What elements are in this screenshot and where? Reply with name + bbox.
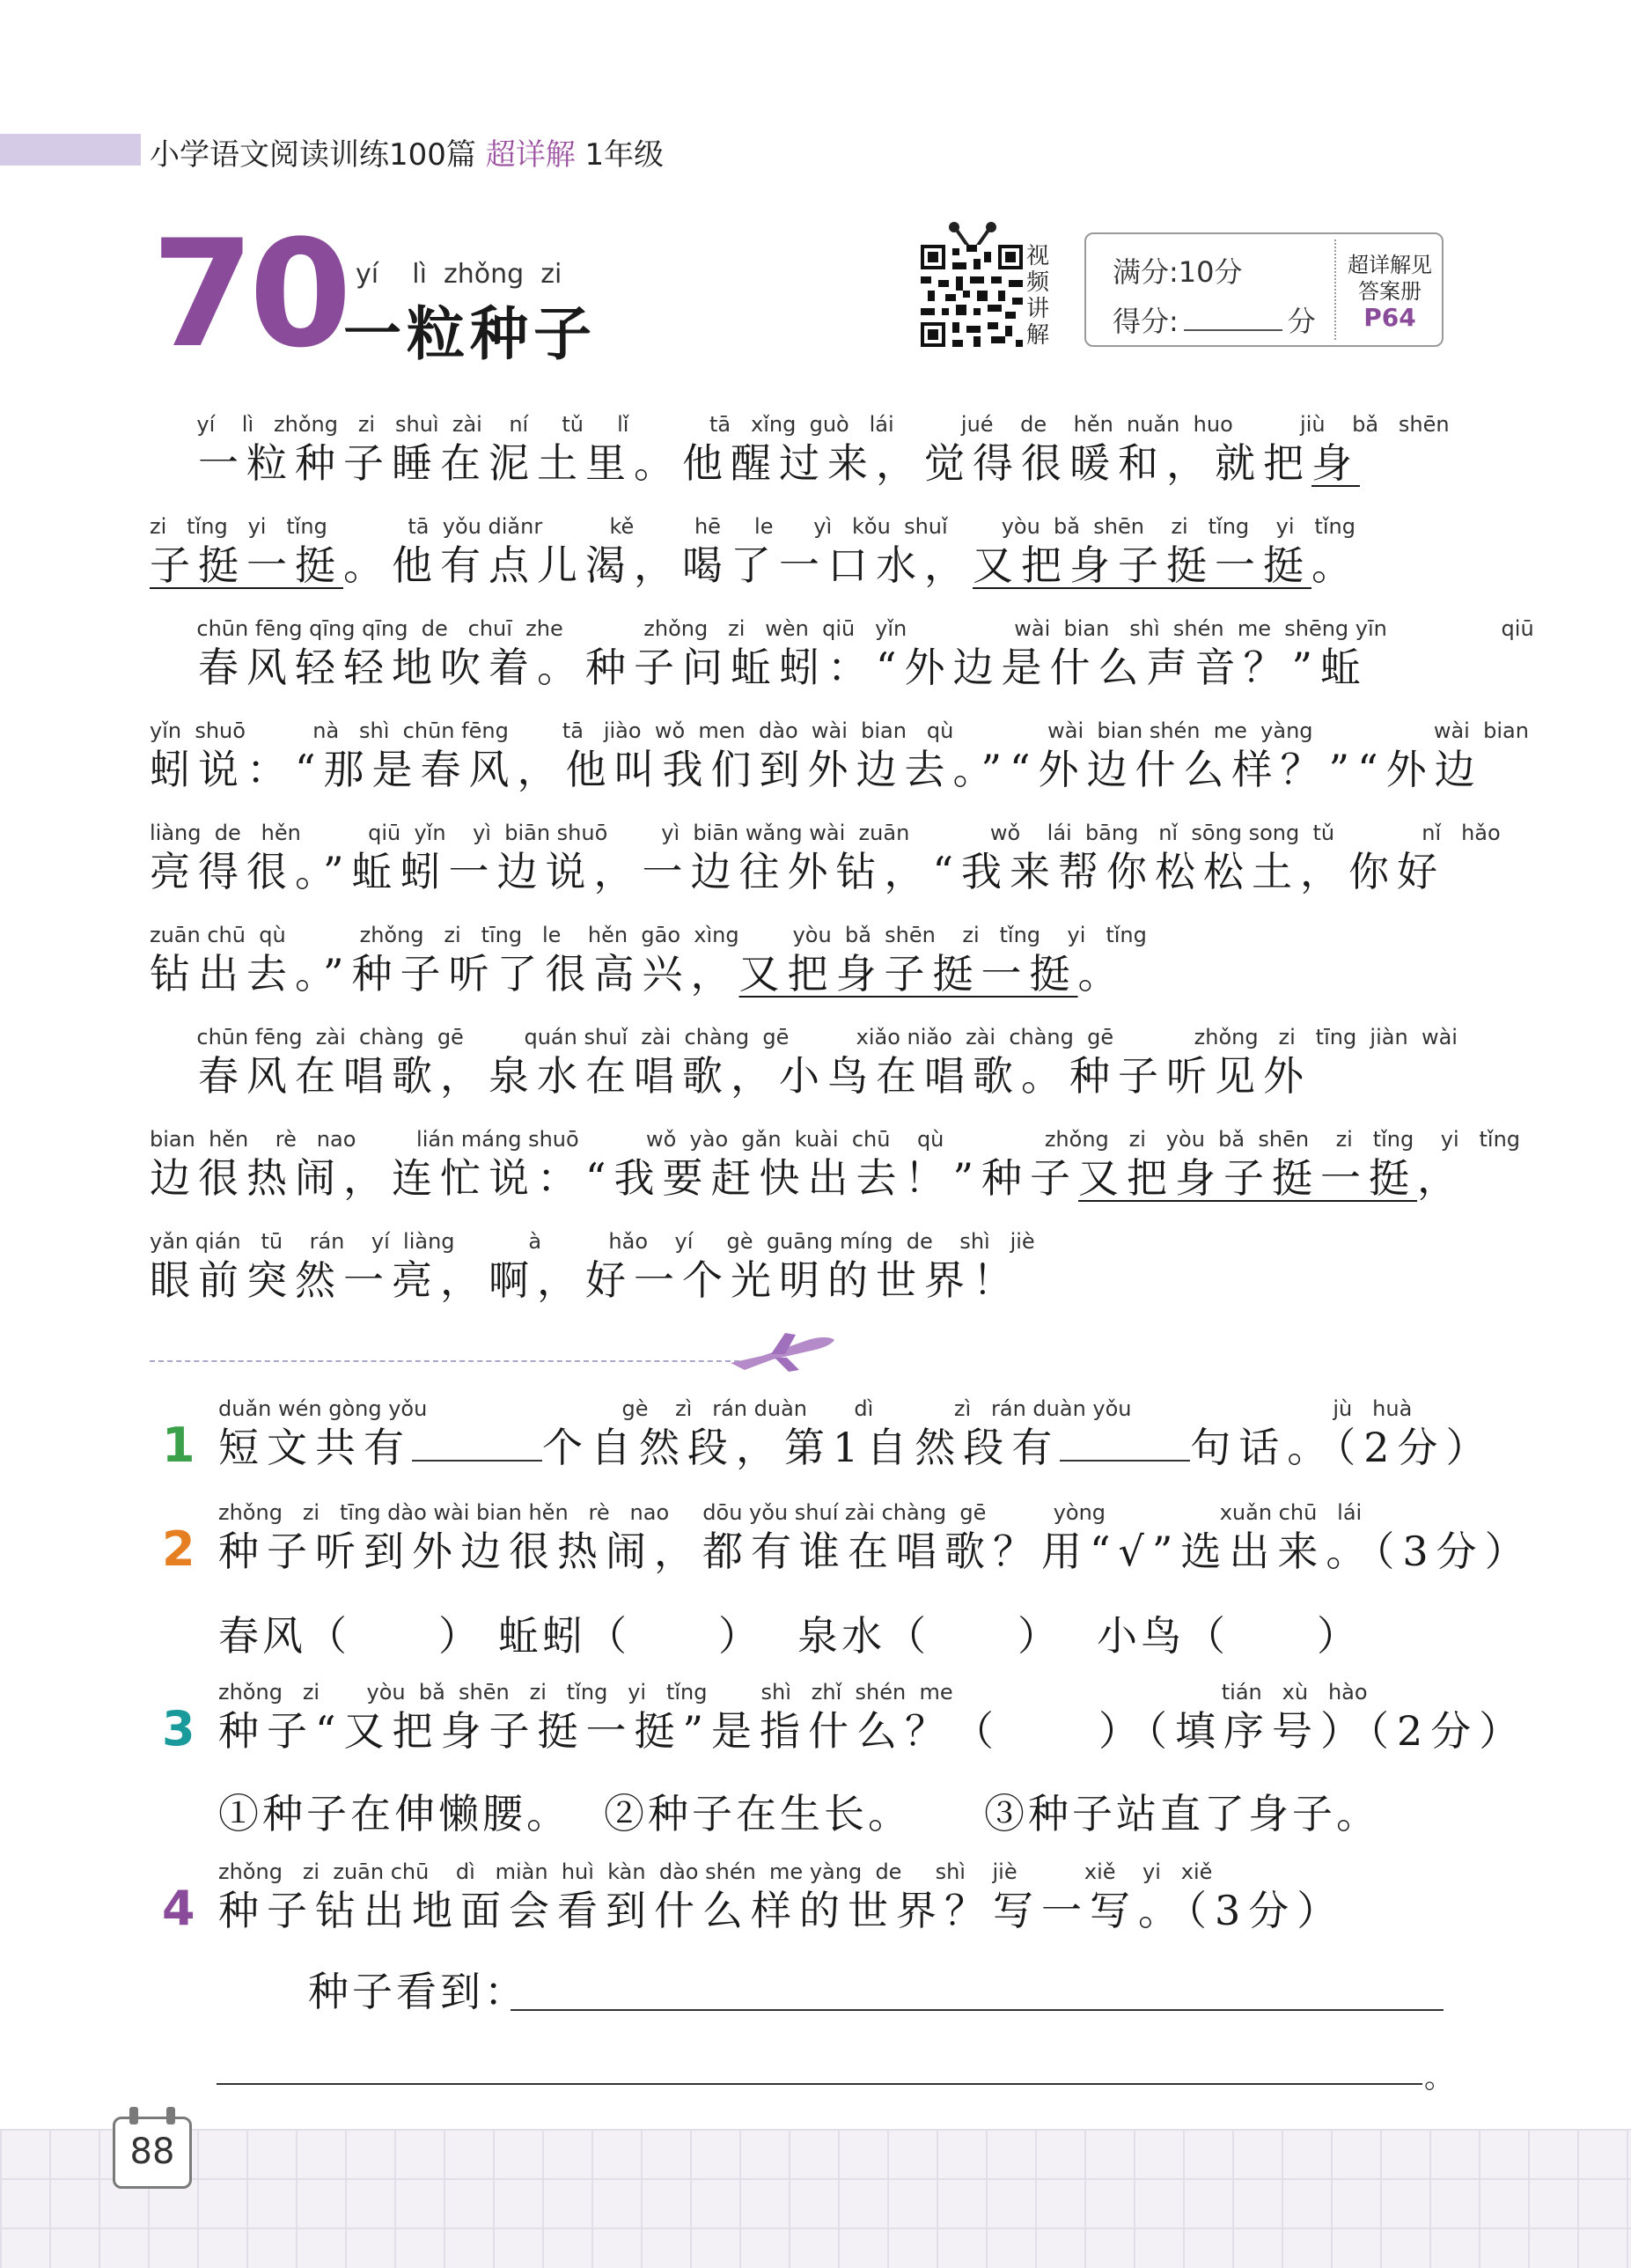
option-chunfeng[interactable]: 春风（ ） [218, 1612, 482, 1660]
text-segment: 。 [1311, 541, 1360, 589]
score-divider [1334, 239, 1336, 340]
hanzi-row [150, 541, 1444, 590]
hanzi-row: 春风轻轻地吹着。种子问蚯蚓：“外边是什么声音？”蚯 [150, 644, 1370, 691]
text-segment: 短文共有 [218, 1424, 412, 1471]
paragraph-count-blank[interactable] [412, 1425, 542, 1462]
answer-line-1[interactable] [511, 2009, 1444, 2011]
option-3[interactable]: ③种子站直了身子。 [984, 1790, 1380, 1837]
underlined-segment: 又把身子挺一挺 [738, 950, 1078, 998]
sentence-count-blank[interactable] [1060, 1425, 1190, 1462]
edition-label: 超详解 [485, 137, 576, 173]
qr-code-icon[interactable] [921, 245, 1023, 347]
answer-ref-page: P64 [1363, 303, 1416, 332]
pinyin-row: yǐn shuō nà shì chūn fēng tā jiào wǒ men dào wài bian qù wài bian shén me yàng wài bian [150, 718, 1529, 743]
text-segment: 句话。（2分） [1190, 1424, 1495, 1471]
underlined-segment: 又把身子挺一挺 [1078, 1154, 1418, 1202]
score-got-row [1113, 299, 1316, 340]
option-1[interactable]: ①种子在伸懒腰。 [218, 1790, 570, 1837]
hanzi-row: 种子钻出地面会看到什么样的世界？写一写。（3分） [218, 1887, 1346, 1934]
hanzi-row [150, 1153, 1466, 1203]
score-got-label: 得分: [1113, 305, 1179, 338]
score-box [1084, 232, 1444, 347]
score-blank[interactable] [1184, 329, 1282, 331]
pinyin-row: liàng de hěn qiū yǐn yì biān shuō yì biān wǎng wài zuān wǒ lái bāng nǐ sōng song tǔ nǐ hǎo [150, 821, 1501, 845]
period-mark: 。 [1424, 2060, 1454, 2095]
passage-line-9 [150, 1227, 1444, 1305]
text-segment: ， [1417, 1154, 1466, 1202]
underlined-segment: 又把身子挺一挺 [973, 541, 1311, 589]
calendar-icon [113, 2117, 192, 2189]
passage-line-1 [150, 410, 1450, 488]
question-3-options [218, 1782, 1380, 1840]
score-unit: 分 [1287, 305, 1316, 338]
text-segment: 。 [1077, 950, 1127, 998]
answer-reference [1341, 252, 1438, 331]
pinyin-row: zhǒng zi zuān chū dì miàn huì kàn dào shén me yàng de shì jiè xiě yi xiě [218, 1859, 1213, 1884]
pinyin-row: zi tǐng yi tǐng tā yǒu diǎnr kě hē le yì kǒu shuǐ yòu bǎ shēn zi tǐng yi tǐng [150, 514, 1355, 539]
hanzi-row [150, 438, 1444, 488]
text-segment: 边很热闹，连忙说：“我要赶快出去！”种子 [150, 1154, 1079, 1202]
footer-grid [0, 2129, 1631, 2268]
hanzi-row: 蚓说：“那是春风，他叫我们到外边去。”“外边什么样？”“外边 [150, 746, 1483, 793]
hanzi-row [150, 949, 1444, 998]
hanzi-row: 亮得很。”蚯蚓一边说，一边往外钻，“我来帮你松松土，你好 [150, 848, 1446, 895]
book-header [150, 130, 664, 173]
passage-line-7 [150, 1023, 1458, 1101]
question-4 [218, 1858, 1451, 1935]
underlined-segment: 子挺一挺 [150, 541, 343, 589]
question-number-1: 1 [162, 1418, 195, 1473]
passage-line-3 [150, 615, 1534, 692]
question-number-4: 4 [162, 1881, 195, 1936]
pinyin-row: zhǒng zi tīng dào wài bian hěn rè nao dōu yǒu shuí zài chàng gē yòng xuǎn chū lái [218, 1500, 1363, 1525]
hanzi-row [218, 1423, 1495, 1472]
pinyin-row: zuān chū qù zhǒng zi tīng le hěn gāo xìng yòu bǎ shēn zi tǐng yi tǐng [150, 923, 1147, 947]
lesson-title: 一粒种子 [343, 300, 597, 368]
answer-line-2[interactable] [217, 2083, 1422, 2085]
hanzi-row: 种子听到外边很热闹，都有谁在唱歌？用“√”选出来。（3分） [218, 1528, 1533, 1575]
text-segment: 一粒种子睡在泥土里。他醒过来，觉得很暖和，就把 [150, 439, 1311, 487]
pinyin-row: yǎn qián tū rán yí liàng à hǎo yí gè guāng míng de shì jiè [150, 1229, 1035, 1254]
question-3 [218, 1678, 1528, 1756]
text-segment: 个自然段，第1自然段有 [542, 1424, 1061, 1471]
pinyin-row: duǎn wén gòng yǒu gè zì rán duàn dì zì rán duàn yǒu jù huà [218, 1396, 1413, 1421]
pinyin-row: zhǒng zi yòu bǎ shēn zi tǐng yi tǐng shì zhǐ shén me tián xù hào [218, 1680, 1368, 1705]
pinyin-row: chūn fēng qīng qīng de chuī zhe zhǒng zi wèn qiū yǐn wài bian shì shén me shēng yīn qiū [150, 616, 1534, 641]
question-number-2: 2 [162, 1521, 195, 1577]
passage-line-5 [150, 819, 1501, 896]
book-title: 小学语文阅读训练100篇 [150, 137, 476, 173]
text-segment: 。他有点儿渴，喝了一口水， [343, 541, 973, 589]
header-band [0, 134, 141, 166]
underlined-segment: 身 [1311, 439, 1360, 487]
lesson-number: 70 [151, 208, 347, 380]
question-2 [218, 1498, 1533, 1576]
airplane-icon [727, 1328, 838, 1373]
passage-line-6 [150, 921, 1444, 998]
pinyin-row: bian hěn rè nao lián máng shuō wǒ yào gǎn kuài chū qù zhǒng zi yòu bǎ shēn zi tǐng yi tǐng [150, 1127, 1521, 1152]
passage-line-2 [150, 512, 1444, 590]
option-xiaoniao[interactable]: 小鸟（ ） [1097, 1612, 1361, 1660]
pinyin-row: yí lì zhǒng zi shuì zài ní tǔ lǐ tā xǐng guò lái jué de hěn nuǎn huo jiù bǎ shēn [150, 412, 1450, 437]
hanzi-row: 种子“又把身子挺一挺”是指什么？（ ）（填序号）（2分） [218, 1707, 1528, 1755]
option-qiuyin[interactable]: 蚯蚓（ ） [498, 1612, 762, 1660]
question-1 [218, 1395, 1495, 1472]
passage-line-8 [150, 1125, 1521, 1203]
hanzi-row: 眼前突然一亮，啊，好一个光明的世界！ [150, 1256, 1021, 1304]
title-pinyin: yí lì zhǒng zi [356, 259, 562, 290]
text-segment: 钻出去。”种子听了很高兴， [150, 950, 739, 998]
video-lecture-label: 视频讲解 [1026, 243, 1050, 349]
question-number-3: 3 [162, 1701, 195, 1756]
answer-ref-line2: 答案册 [1358, 279, 1422, 304]
answer-prompt: 种子看到： [308, 1968, 528, 2015]
pinyin-row: chūn fēng zài chàng gē quán shuǐ zài chàng gē xiǎo niǎo zài chàng gē zhǒng zi tīng jiàn wài [150, 1025, 1458, 1049]
passage-line-4 [150, 717, 1529, 794]
full-score: 满分:10分 [1113, 255, 1243, 289]
option-2[interactable]: ②种子在生长。 [604, 1790, 912, 1837]
question-2-options [218, 1604, 1361, 1662]
grade-label: 1年级 [584, 137, 665, 173]
page-number: 88 [129, 2132, 175, 2172]
section-divider [150, 1360, 739, 1362]
hanzi-row: 春风在唱歌，泉水在唱歌，小鸟在唱歌。种子听见外 [150, 1052, 1311, 1100]
option-quanshui[interactable]: 泉水（ ） [797, 1612, 1062, 1660]
answer-ref-line1: 超详解见 [1348, 253, 1432, 277]
